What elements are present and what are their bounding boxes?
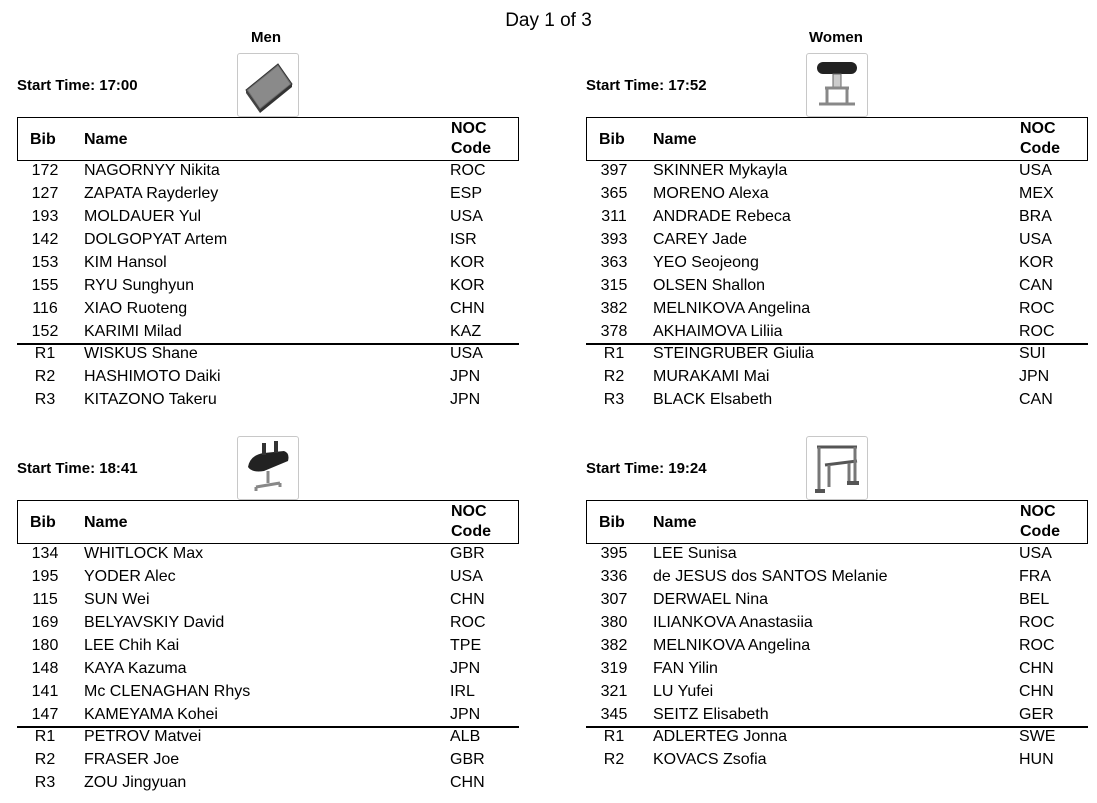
bib-cell: 155 xyxy=(31,277,59,294)
noc-cell: ESP xyxy=(450,185,483,202)
athlete-row xyxy=(586,274,1088,297)
bib-cell: 148 xyxy=(31,660,59,677)
noc-cell: FRA xyxy=(1019,568,1051,585)
name-cell: MELNIKOVA Angelina xyxy=(653,637,811,654)
reserve-row xyxy=(17,388,519,411)
noc-cell: GER xyxy=(1019,706,1054,723)
uneven-bars-icon xyxy=(806,436,868,500)
name-cell: LEE Chih Kai xyxy=(84,637,180,654)
athlete-row xyxy=(17,251,519,274)
bib-cell: R3 xyxy=(34,774,56,791)
athlete-list xyxy=(586,159,1088,343)
noc-cell: CHN xyxy=(450,774,485,791)
vault-table-icon xyxy=(806,53,868,117)
athlete-list xyxy=(17,159,519,343)
noc-cell: USA xyxy=(1019,231,1052,248)
name-cell: ILIANKOVA Anastasiia xyxy=(653,614,813,631)
name-cell: ADLERTEG Jonna xyxy=(653,728,787,745)
noc-cell: ISR xyxy=(450,231,477,248)
bib-cell: 336 xyxy=(600,568,628,585)
pommel-horse-icon xyxy=(237,436,299,500)
athlete-row xyxy=(17,588,519,611)
bib-cell: 363 xyxy=(600,254,628,271)
athlete-row xyxy=(17,680,519,703)
bib-cell: R1 xyxy=(603,345,625,362)
bib-cell: 319 xyxy=(600,660,628,677)
noc-cell: JPN xyxy=(1019,368,1050,385)
table-header xyxy=(586,500,1088,544)
name-cell: CAREY Jade xyxy=(653,231,747,248)
name-cell: LEE Sunisa xyxy=(653,545,737,562)
name-cell: LU Yufei xyxy=(653,683,714,700)
name-cell: ZOU Jingyuan xyxy=(84,774,187,791)
bib-cell: 116 xyxy=(32,300,58,317)
noc-cell: USA xyxy=(450,208,483,225)
reserve-row xyxy=(17,365,519,388)
col-name: Name xyxy=(653,131,697,148)
noc-cell: KOR xyxy=(1019,254,1054,271)
reserve-row xyxy=(17,725,519,748)
reserve-row xyxy=(17,342,519,365)
reserve-row xyxy=(586,365,1088,388)
name-cell: DOLGOPYAT Artem xyxy=(84,231,228,248)
reserve-list xyxy=(17,342,519,411)
bib-cell: 395 xyxy=(600,545,628,562)
noc-cell: ROC xyxy=(450,162,486,179)
noc-cell: ROC xyxy=(1019,614,1055,631)
col-noc: NOC Code xyxy=(1020,503,1060,540)
bib-cell: 172 xyxy=(31,162,59,179)
noc-cell: ROC xyxy=(1019,637,1055,654)
noc-cell: USA xyxy=(450,568,483,585)
athlete-row xyxy=(586,588,1088,611)
bib-cell: 311 xyxy=(601,208,627,225)
bib-cell: R2 xyxy=(34,751,56,768)
name-cell: KITAZONO Takeru xyxy=(84,391,217,408)
athlete-row xyxy=(17,182,519,205)
athlete-row xyxy=(586,657,1088,680)
col-noc: NOC Code xyxy=(451,503,491,540)
bib-cell: R1 xyxy=(34,728,56,745)
name-cell: KAYA Kazuma xyxy=(84,660,187,677)
table-header xyxy=(17,117,519,161)
bib-cell: 382 xyxy=(600,637,628,654)
bib-cell: 180 xyxy=(31,637,59,654)
name-cell: WHITLOCK Max xyxy=(84,545,204,562)
athlete-row xyxy=(17,297,519,320)
bib-cell: 195 xyxy=(31,568,59,585)
name-cell: STEINGRUBER Giulia xyxy=(653,345,814,362)
athlete-row xyxy=(17,205,519,228)
table-header xyxy=(586,117,1088,161)
noc-cell: CHN xyxy=(1019,660,1054,677)
reserve-row xyxy=(586,342,1088,365)
athlete-row xyxy=(586,251,1088,274)
noc-cell: BEL xyxy=(1019,591,1050,608)
rotation-block-women-1 xyxy=(586,77,1088,417)
athlete-row xyxy=(586,320,1088,343)
bib-cell: R2 xyxy=(34,368,56,385)
bib-cell: R1 xyxy=(603,728,625,745)
reserve-row xyxy=(586,725,1088,748)
name-cell: KOVACS Zsofia xyxy=(653,751,767,768)
rotation-block-men-1 xyxy=(17,77,519,417)
name-cell: YODER Alec xyxy=(84,568,176,585)
reserve-list xyxy=(17,725,519,794)
col-name: Name xyxy=(84,131,128,148)
name-cell: FAN Yilin xyxy=(653,660,718,677)
noc-cell: CAN xyxy=(1019,391,1053,408)
athlete-row xyxy=(586,634,1088,657)
floor-exercise-icon xyxy=(237,53,299,117)
col-noc: NOC Code xyxy=(1020,120,1060,157)
col-bib: Bib xyxy=(30,514,56,531)
bib-cell: R3 xyxy=(603,391,625,408)
name-cell: DERWAEL Nina xyxy=(653,591,768,608)
name-cell: KAMEYAMA Kohei xyxy=(84,706,218,723)
bib-cell: 142 xyxy=(31,231,59,248)
noc-cell: JPN xyxy=(450,660,481,677)
noc-cell: IRL xyxy=(450,683,475,700)
name-cell: de JESUS dos SANTOS Melanie xyxy=(653,568,888,585)
name-cell: MURAKAMI Mai xyxy=(653,368,770,385)
bib-cell: R2 xyxy=(603,751,625,768)
noc-cell: CAN xyxy=(1019,277,1053,294)
name-cell: Mc CLENAGHAN Rhys xyxy=(84,683,251,700)
name-cell: BLACK Elsabeth xyxy=(653,391,773,408)
bib-cell: R2 xyxy=(603,368,625,385)
noc-cell: KOR xyxy=(450,254,485,271)
athlete-row xyxy=(17,657,519,680)
athlete-list xyxy=(17,542,519,726)
athlete-row xyxy=(586,228,1088,251)
bib-cell: 141 xyxy=(31,683,59,700)
bib-cell: 307 xyxy=(600,591,628,608)
name-cell: YEO Seojeong xyxy=(653,254,759,271)
name-cell: MORENO Alexa xyxy=(653,185,769,202)
bib-cell: 152 xyxy=(31,323,59,340)
name-cell: KARIMI Milad xyxy=(84,323,182,340)
name-cell: MELNIKOVA Angelina xyxy=(653,300,811,317)
noc-cell: HUN xyxy=(1019,751,1054,768)
athlete-row xyxy=(17,274,519,297)
bib-cell: 315 xyxy=(600,277,628,294)
start-time: Start Time: 19:24 xyxy=(586,460,707,477)
athlete-row xyxy=(586,565,1088,588)
name-cell: KIM Hansol xyxy=(84,254,167,271)
athlete-row xyxy=(17,634,519,657)
reserve-list xyxy=(586,342,1088,411)
col-noc: NOC Code xyxy=(451,120,491,157)
bib-cell: 365 xyxy=(600,185,628,202)
bib-cell: 382 xyxy=(600,300,628,317)
women-heading: Women xyxy=(809,29,863,46)
name-cell: OLSEN Shallon xyxy=(653,277,766,294)
name-cell: SKINNER Mykayla xyxy=(653,162,788,179)
bib-cell: 147 xyxy=(31,706,59,723)
athlete-list xyxy=(586,542,1088,726)
col-name: Name xyxy=(84,514,128,531)
bib-cell: 393 xyxy=(600,231,628,248)
name-cell: AKHAIMOVA Liliia xyxy=(653,323,783,340)
athlete-row xyxy=(586,542,1088,565)
noc-cell: JPN xyxy=(450,391,481,408)
athlete-row xyxy=(586,159,1088,182)
day-label: Day 1 of 3 xyxy=(505,10,592,31)
men-heading: Men xyxy=(251,29,281,46)
bib-cell: 169 xyxy=(31,614,59,631)
noc-cell: ROC xyxy=(450,614,486,631)
noc-cell: ALB xyxy=(450,728,481,745)
athlete-row xyxy=(586,611,1088,634)
bib-cell: 345 xyxy=(600,706,628,723)
reserve-list xyxy=(586,725,1088,771)
athlete-row xyxy=(17,228,519,251)
noc-cell: GBR xyxy=(450,545,485,562)
noc-cell: ROC xyxy=(1019,300,1055,317)
start-time: Start Time: 17:00 xyxy=(17,77,138,94)
bib-cell: 397 xyxy=(600,162,628,179)
col-bib: Bib xyxy=(599,131,625,148)
athlete-row xyxy=(17,159,519,182)
noc-cell: JPN xyxy=(450,706,481,723)
noc-cell: SWE xyxy=(1019,728,1056,745)
noc-cell: GBR xyxy=(450,751,485,768)
start-time: Start Time: 18:41 xyxy=(17,460,138,477)
name-cell: MOLDAUER Yul xyxy=(84,208,202,225)
rotation-block-men-2 xyxy=(17,460,519,800)
noc-cell: MEX xyxy=(1019,185,1054,202)
reserve-row xyxy=(17,771,519,794)
athlete-row xyxy=(586,182,1088,205)
bib-cell: 134 xyxy=(31,545,59,562)
col-name: Name xyxy=(653,514,697,531)
name-cell: XIAO Ruoteng xyxy=(84,300,188,317)
rotation-block-women-2 xyxy=(586,460,1088,800)
athlete-row xyxy=(17,611,519,634)
bib-cell: 127 xyxy=(31,185,59,202)
noc-cell: SUI xyxy=(1019,345,1046,362)
athlete-row xyxy=(17,565,519,588)
noc-cell: ROC xyxy=(1019,323,1055,340)
noc-cell: KOR xyxy=(450,277,485,294)
noc-cell: USA xyxy=(450,345,483,362)
name-cell: PETROV Matvei xyxy=(84,728,202,745)
name-cell: RYU Sunghyun xyxy=(84,277,194,294)
athlete-row xyxy=(17,320,519,343)
name-cell: WISKUS Shane xyxy=(84,345,198,362)
athlete-row xyxy=(586,703,1088,726)
athlete-row xyxy=(17,703,519,726)
name-cell: SEITZ Elisabeth xyxy=(653,706,769,723)
noc-cell: KAZ xyxy=(450,323,482,340)
bib-cell: 193 xyxy=(31,208,59,225)
col-bib: Bib xyxy=(30,131,56,148)
noc-cell: CHN xyxy=(1019,683,1054,700)
reserve-row xyxy=(586,388,1088,411)
name-cell: NAGORNYY Nikita xyxy=(84,162,220,179)
bib-cell: 153 xyxy=(31,254,59,271)
reserve-row xyxy=(586,748,1088,771)
noc-cell: USA xyxy=(1019,162,1052,179)
reserve-row xyxy=(17,748,519,771)
bib-cell: R1 xyxy=(34,345,56,362)
noc-cell: JPN xyxy=(450,368,481,385)
name-cell: ANDRADE Rebeca xyxy=(653,208,791,225)
noc-cell: BRA xyxy=(1019,208,1052,225)
bib-cell: R3 xyxy=(34,391,56,408)
bib-cell: 378 xyxy=(600,323,628,340)
name-cell: HASHIMOTO Daiki xyxy=(84,368,221,385)
noc-cell: TPE xyxy=(450,637,482,654)
noc-cell: CHN xyxy=(450,300,485,317)
athlete-row xyxy=(586,205,1088,228)
noc-cell: CHN xyxy=(450,591,485,608)
athlete-row xyxy=(17,542,519,565)
name-cell: SUN Wei xyxy=(84,591,150,608)
athlete-row xyxy=(586,297,1088,320)
name-cell: BELYAVSKIY David xyxy=(84,614,225,631)
bib-cell: 321 xyxy=(600,683,628,700)
noc-cell: USA xyxy=(1019,545,1052,562)
table-header xyxy=(17,500,519,544)
bib-cell: 115 xyxy=(32,591,58,608)
name-cell: FRASER Joe xyxy=(84,751,180,768)
bib-cell: 380 xyxy=(600,614,628,631)
col-bib: Bib xyxy=(599,514,625,531)
athlete-row xyxy=(586,680,1088,703)
start-time: Start Time: 17:52 xyxy=(586,77,707,94)
name-cell: ZAPATA Rayderley xyxy=(84,185,219,202)
